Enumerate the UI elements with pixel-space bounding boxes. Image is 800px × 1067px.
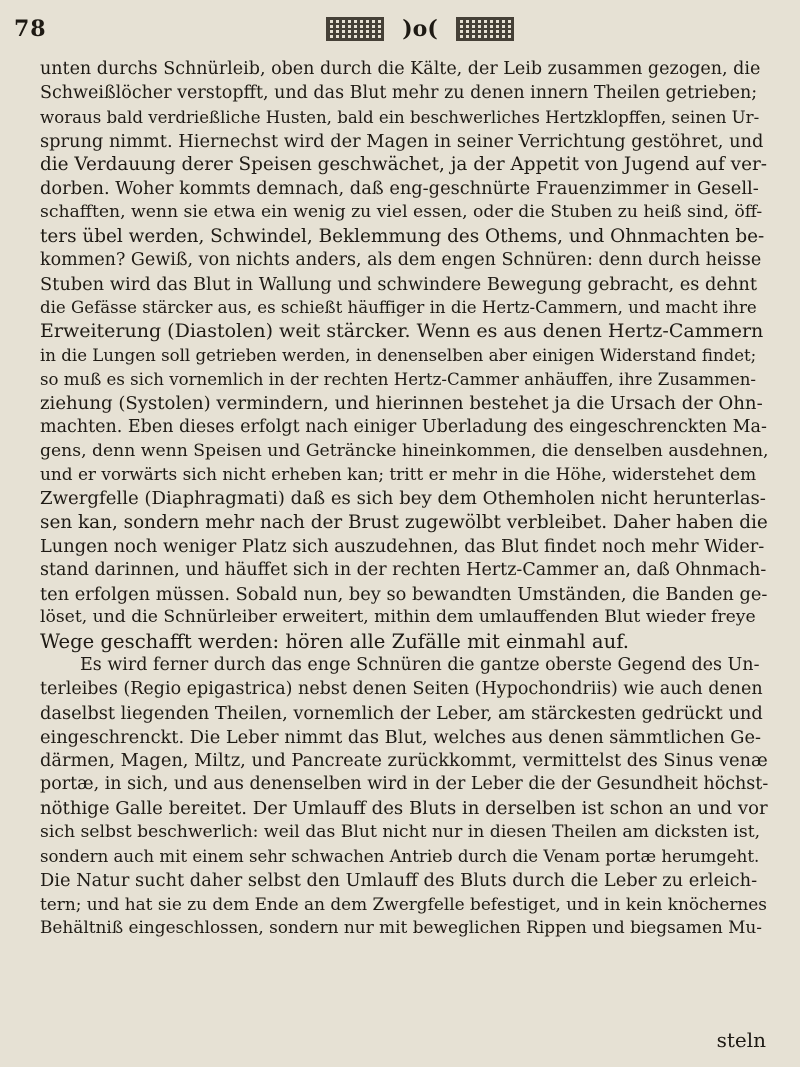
text-line: sen kan, sondern mehr nach der Brust zugewölbt verbleibet. Daher haben die: [40, 512, 768, 534]
text-line: stand darinnen, und häuffet sich in der rechten Hertz-Cammer an, daß Ohnmach-: [40, 559, 767, 580]
header-ornament: [300, 14, 540, 44]
text-line: sprung nimmt. Hiernechst wird der Magen in seiner Verrichtung gestöhret, und: [40, 130, 764, 152]
text-line: terleibes (Regio epigastrica) nebst denen Seiten (Hypochondriis) wie auch denen: [40, 678, 763, 699]
page-number: 78: [14, 16, 47, 42]
text-line: Lungen noch weniger Platz sich auszudehnen, das Blut findet noch mehr Wider-: [40, 535, 765, 557]
body-text: [40, 58, 768, 940]
text-line: ters übel werden, Schwindel, Beklemmung des Othems, und Ohnmachten be-: [40, 225, 765, 247]
text-line: woraus bald verdrießliche Husten, bald ein beschwerliches Hertzklopffen, seinen Ur-: [40, 107, 760, 127]
text-line: machten. Eben dieses erfolgt nach einiger Uberladung des eingeschrenckten Ma-: [40, 416, 767, 437]
text-line: gens, denn wenn Speisen und Geträncke hineinkommen, die denselben ausdehnen,: [40, 440, 768, 461]
text-line: eingeschrenckt. Die Leber nimmt das Blut, welches aus denen sämmtlichen Ge-: [40, 726, 762, 748]
ornament-left-icon: [326, 17, 384, 41]
ornament-right-icon: [456, 17, 514, 41]
text-line: Wege geschafft werden: hören alle Zufälle mit einmahl auf.: [40, 630, 629, 654]
page-header: [0, 8, 800, 48]
text-line: die Gefässe stärcker aus, es schießt häuffiger in die Hertz-Cammern, und macht ihre: [40, 298, 757, 318]
text-line: Schweißlöcher verstopfft, und das Blut mehr zu denen innern Theilen getrieben;: [40, 82, 758, 103]
text-line: löset, und die Schnürleiber erweitert, mithin dem umlauffenden Blut wieder freye: [40, 607, 756, 628]
text-line: nöthige Galle bereitet. Der Umlauff des Bluts in derselben ist schon an und vor: [40, 798, 768, 820]
catchword: steln: [716, 1028, 766, 1052]
text-line: Die Natur sucht daher selbst den Umlauff des Bluts durch die Leber zu erleich-: [40, 869, 758, 891]
text-line: ziehung (Systolen) vermindern, und hierinnen bestehet ja die Ursach der Ohn-: [40, 392, 763, 414]
text-line: ten erfolgen müssen. Sobald nun, bey so bewandten Umständen, die Banden ge-: [40, 583, 768, 605]
text-line: dorben. Woher kommts demnach, daß eng-geschnürte Frauenzimmer in Gesell-: [40, 178, 759, 200]
text-line: so muß es sich vornemlich in der rechten Hertz-Cammer anhäuffen, ihre Zusammen-: [40, 369, 757, 389]
text-line: sondern auch mit einem sehr schwachen Antrieb durch die Venam portæ herumgeht.: [40, 846, 760, 866]
text-line: Es wird ferner durch das enge Schnüren die gantze oberste Gegend des Un-: [80, 655, 760, 676]
text-line: kommen? Gewiß, von nichts anders, als dem engen Schnüren: denn durch heisse: [40, 249, 762, 270]
text-line: Stuben wird das Blut in Wallung und schwindere Bewegung gebracht, es dehnt: [40, 273, 757, 295]
text-line: sich selbst beschwerlich: weil das Blut nicht nur in diesen Theilen am dicksten ist,: [40, 822, 761, 842]
text-line: Behältniß eingeschlossen, sondern nur mit beweglichen Rippen und biegsamen Mu-: [40, 917, 762, 938]
text-line: und er vorwärts sich nicht erheben kan; tritt er mehr in die Höhe, widerstehet dem: [40, 464, 757, 485]
text-line: in die Lungen soll getrieben werden, in denenselben aber einigen Widerstand findet;: [40, 346, 757, 366]
text-line: Zwergfelle (Diaphragmati) daß es sich bey dem Othemholen nicht herunterlas-: [40, 488, 766, 510]
ornament-center: )o(: [402, 16, 438, 42]
text-line: portæ, in sich, und aus denenselben wird in der Leber die der Gesundheit höchst-: [40, 774, 768, 795]
text-line: die Verdauung derer Speisen geschwächet, ja der Appetit von Jugend auf ver-: [40, 154, 767, 176]
text-line: daselbst liegenden Theilen, vornemlich der Leber, am stärckesten gedrückt und: [40, 702, 763, 724]
text-line: Erweiterung (Diastolen) weit stärcker. Wenn es aus denen Hertz-Cammern: [40, 320, 764, 343]
text-line: schafften, wenn sie etwa ein wenig zu viel essen, oder die Stuben zu heiß sind, öff-: [40, 202, 763, 223]
text-line: tern; und hat sie zu dem Ende an dem Zwergfelle befestiget, und in kein knöchernes: [40, 893, 767, 914]
text-line: unten durchs Schnürleib, oben durch die Kälte, der Leib zusammen gezogen, die: [40, 59, 761, 79]
text-line: därmen, Magen, Miltz, und Pancreate zurückkommt, vermittelst des Sinus venæ: [40, 750, 768, 772]
